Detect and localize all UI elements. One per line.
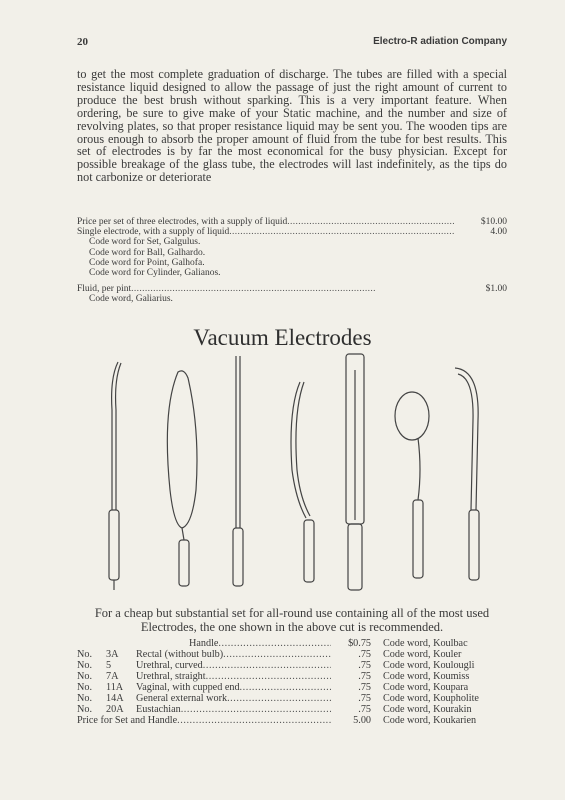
electrode-items-list [77, 638, 507, 726]
item-price: $0.75 [348, 638, 371, 649]
set-label: Price per set of three electrodes, with a supply of liquid [77, 217, 288, 227]
rectal-electrode-illustration [109, 362, 121, 590]
item-no: No. [77, 649, 92, 660]
price-line-fluid [77, 284, 507, 294]
code-word-set: Code word for Set, Galgulus. [89, 237, 201, 248]
leader-dots [177, 715, 331, 726]
item-desc: Eustachian [136, 704, 181, 715]
item-desc: Price for Set and Handle [77, 715, 178, 726]
item-code-word: Code word, Koukarien [383, 715, 477, 726]
section-title: Vacuum Electrodes [193, 325, 372, 350]
item-desc: Vaginal, with cupped end [136, 682, 240, 693]
price-line-set [77, 217, 507, 227]
leader-dots [240, 682, 331, 693]
leader-dots [203, 660, 331, 671]
item-price: .75 [358, 660, 371, 671]
item-price: 5.00 [353, 715, 371, 726]
item-code-word: Code word, Kouler [383, 649, 462, 660]
item-no: No. [77, 693, 92, 704]
item-desc: General external work [136, 693, 228, 704]
leader-dots [181, 704, 331, 715]
intro-paragraph [77, 68, 507, 184]
item-price: .75 [358, 693, 371, 704]
item-code-word: Code word, Kourakin [383, 704, 472, 715]
item-desc: Urethral, straight [136, 671, 206, 682]
cupped-electrode-illustration [395, 392, 429, 578]
item-price: .75 [358, 704, 371, 715]
item-no: No. [77, 671, 92, 682]
code-word-fluid: Code word, Galiarius. [89, 294, 173, 305]
price-line-single [77, 227, 507, 237]
item-price: .75 [358, 671, 371, 682]
item-row [77, 638, 507, 649]
page-number: 20 [77, 36, 88, 48]
item-row-set-total [77, 715, 507, 726]
item-code: 3A [106, 649, 119, 660]
item-no: No. [77, 660, 92, 671]
item-code-word: Code word, Koupholite [383, 693, 479, 704]
fluid-label: Fluid, per pint [77, 284, 132, 295]
item-code: 11A [106, 682, 124, 693]
fluid-price: $1.00 [485, 284, 507, 295]
item-no [77, 638, 102, 649]
leader-dots [227, 693, 331, 704]
item-row [77, 682, 507, 693]
item-desc: Urethral, curved [136, 660, 203, 671]
item-desc: Handle [189, 638, 219, 649]
running-head: Electro-R adiation Company [373, 36, 507, 47]
single-label: Single electrode, with a supply of liquid [77, 227, 230, 238]
code-word-point: Code word for Point, Galhofa. [89, 257, 205, 268]
code-word-ball: Code word for Ball, Galhardo. [89, 247, 206, 258]
item-code-word: Code word, Koulougli [383, 660, 475, 671]
set-price: $10.00 [480, 217, 507, 227]
item-no: No. [77, 704, 92, 715]
item-desc: Rectal (without bulb) [136, 649, 224, 660]
item-row [77, 704, 507, 715]
leader-dots [287, 217, 455, 227]
single-price: 4.00 [490, 227, 507, 238]
urethral-curved-electrode-illustration [291, 382, 314, 582]
page-header [77, 36, 507, 50]
urethral-straight-electrode-illustration [233, 356, 243, 586]
vaginal-electrode-illustration [167, 371, 197, 586]
item-code-word: Code word, Koupara [383, 682, 469, 693]
item-code: 7A [106, 671, 119, 682]
leader-dots [131, 284, 455, 294]
leader-dots [223, 649, 331, 660]
item-row [77, 693, 507, 704]
item-price: .75 [358, 649, 371, 660]
item-code: 14A [106, 693, 124, 704]
recommendation-caption: For a cheap but substantial set for all-round use containing all of the most used Electrodes, the one shown in the above cut is recommended. [94, 606, 490, 634]
item-row [77, 649, 507, 660]
intro-text: to get the most complete graduation of discharge. The tubes are filled with a special resistance liquid designed to allow the passage of just the right amount of current to produce the best brush without sparking. This is a very important feature. When ordering, be sure to give make of your Static machine, and the number and size of revolving plates, so that proper resistance liquid may be sent you. The wooden tips are orous enough to absorb the proper amount of fluid from the tube for best results. This set of electrodes is by far the most economical for the busy physician. Except for possible breakage of the glass tube, the electrodes will last indefinitely, as the tips do not carbonize or deteriorate [77, 67, 507, 185]
code-word-cylinder: Code word for Cylinder, Galianos. [89, 268, 221, 279]
item-row [77, 671, 507, 682]
eustachian-electrode-illustration [455, 368, 479, 580]
item-no: No. [77, 682, 92, 693]
item-code-word: Code word, Koulbac [383, 638, 468, 649]
item-price: .75 [358, 682, 371, 693]
item-code: 20A [106, 704, 124, 715]
electrode-price-list [77, 217, 507, 305]
item-row [77, 660, 507, 671]
leader-dots [218, 638, 331, 649]
handle-illustration [346, 354, 364, 590]
vacuum-electrodes-illustration [100, 350, 510, 600]
item-code-word: Code word, Koumiss [383, 671, 470, 682]
leader-dots [206, 671, 331, 682]
item-code: 5 [106, 660, 112, 671]
item-code [102, 638, 136, 649]
leader-dots [229, 227, 455, 237]
